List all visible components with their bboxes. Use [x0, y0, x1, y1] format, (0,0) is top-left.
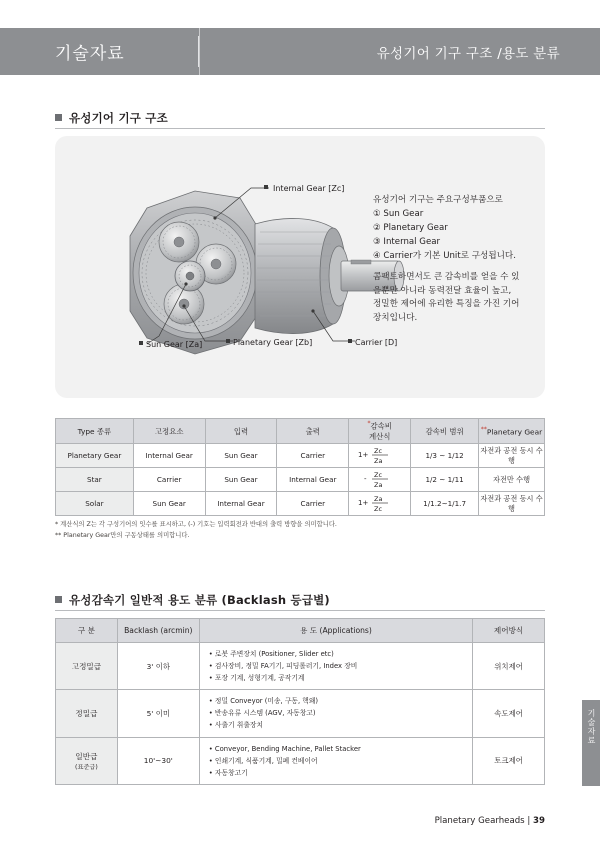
- svg-text:Zc: Zc: [373, 505, 382, 513]
- cell-formula: [349, 444, 411, 468]
- cell-applications: [199, 643, 472, 690]
- cell-backlash: 10'~30': [117, 737, 199, 784]
- header-title: 기술자료: [55, 44, 125, 64]
- footer-page-number: 39: [533, 816, 545, 826]
- app-line: • 로봇 주변장치 (Positioner, Slider etc): [208, 650, 334, 658]
- table-header-row: [56, 619, 545, 643]
- cell-control: 토크제어: [473, 737, 545, 784]
- header-divider: [198, 36, 199, 67]
- th-category: 구 분: [56, 619, 118, 643]
- cell-control: 위치제어: [473, 643, 545, 690]
- header-subtitle: 유성기어 기구 구조 /용도 분류: [376, 45, 560, 62]
- th-type: Type 종류: [56, 419, 134, 444]
- app-line: • Conveyor, Bending Machine, Pallet Stacker: [208, 744, 361, 753]
- cell-applications: [199, 690, 472, 737]
- app-line: • 포장 기계, 성형기계, 공작기계: [208, 674, 305, 683]
- cell-range: 1/3 ~ 1/12: [411, 444, 479, 468]
- section-title-structure-label: 유성기어 기구 구조: [69, 110, 168, 125]
- svg-text:-: -: [363, 475, 367, 483]
- figure-panel: [55, 136, 545, 398]
- app-line: • 검사장비, 정밀 FA기기, 피딩롤러기, Index 장비: [208, 662, 358, 671]
- side-tab: [582, 700, 600, 786]
- svg-text:Za: Za: [373, 495, 383, 503]
- label-carrier: Carrier [D]: [355, 338, 398, 347]
- cell-input: Sun Gear: [205, 468, 277, 492]
- section-title-backlash: [55, 589, 545, 611]
- figure-desc-line-7: 정밀한 제어에 유리한 특징을 가진 기어: [373, 299, 520, 310]
- cell-type: Star: [56, 468, 134, 492]
- figure-desc-line-1: ① Sun Gear: [373, 208, 424, 219]
- cell-category: [56, 737, 118, 784]
- app-line: • 반송유류 시스템 (AGV, 자동창고): [208, 709, 316, 718]
- bullet-square-icon: [55, 596, 62, 603]
- figure-desc-line-0: 유성기어 기구는 주요구성부품으로: [373, 195, 503, 205]
- formula-graphic-1: [352, 444, 408, 465]
- cell-category-main: 일반급: [75, 751, 98, 761]
- figure-desc-line-4: ④ Carrier가 기본 Unit로 구성됩니다.: [373, 250, 516, 261]
- cell-type: Solar: [56, 492, 134, 516]
- cell-range: 1/1.2~1/1.7: [411, 492, 479, 516]
- cell-category-sub: (표준급): [75, 763, 98, 771]
- svg-text:Zc: Zc: [373, 447, 382, 455]
- page-footer: [0, 816, 600, 826]
- svg-text:Zc: Zc: [373, 471, 382, 479]
- svg-text:1+: 1+: [357, 499, 368, 507]
- cell-control: 속도제어: [473, 690, 545, 737]
- footer-text: Planetary Gearheads: [434, 816, 525, 826]
- figure-desc-line-2: ② Planetary Gear: [373, 222, 448, 233]
- app-line: • 자동창고기: [208, 768, 248, 777]
- figure-desc-gap: [373, 264, 523, 271]
- cell-output: Carrier: [277, 444, 349, 468]
- app-line: • 정밀 Conveyor (미송, 구동, 핵왜): [208, 697, 319, 706]
- cell-output: Carrier: [277, 492, 349, 516]
- svg-text:Za: Za: [373, 481, 383, 489]
- app-line: • 인쇄기계, 식품기계, 밀폐 컨베이어: [208, 756, 318, 765]
- table-row: [56, 690, 545, 737]
- backlash-application-table: [55, 618, 545, 785]
- table-row: [56, 492, 545, 516]
- cell-category: 정밀급: [56, 690, 118, 737]
- table-row: [56, 643, 545, 690]
- cell-range: 1/2 ~ 1/11: [411, 468, 479, 492]
- cell-fixed: Sun Gear: [133, 492, 205, 516]
- figure-desc-line-6: 을뿐만 아니라 동력전달 효율이 높고,: [373, 285, 512, 296]
- cell-backlash: 5' 이미: [117, 690, 199, 737]
- th-ratio-formula: *감속비 계산식: [349, 419, 411, 444]
- figure-desc-line-8: 장치입니다.: [373, 313, 418, 324]
- th-applications: 용 도 (Applications): [199, 619, 472, 643]
- svg-text:Za: Za: [373, 457, 383, 465]
- formula-graphic-3: [352, 492, 408, 513]
- table-row: [56, 737, 545, 784]
- cell-applications: [199, 737, 472, 784]
- cell-planetary: 자전과 공전 동시 수행: [479, 492, 545, 516]
- table1-notes: [55, 519, 545, 541]
- cell-input: Internal Gear: [205, 492, 277, 516]
- cell-backlash: 3' 이하: [117, 643, 199, 690]
- page-header: [0, 28, 600, 75]
- cell-category: 고정밀급: [56, 643, 118, 690]
- cell-formula: [349, 468, 411, 492]
- th-planetary-mark: **: [480, 425, 487, 433]
- side-tab-label: 기술자료: [587, 709, 596, 745]
- cell-planetary: 자전과 공전 동시 수행: [479, 444, 545, 468]
- table-row: [56, 444, 545, 468]
- app-line: • 사출기 취출장치: [208, 721, 264, 730]
- th-control: 제어방식: [473, 619, 545, 643]
- cell-input: Sun Gear: [205, 444, 277, 468]
- table-row: [56, 468, 545, 492]
- figure-desc-line-3: ③ Internal Gear: [373, 236, 441, 247]
- label-planetary-gear: Planetary Gear [Zb]: [233, 338, 313, 347]
- th-output: 출력: [277, 419, 349, 444]
- cell-fixed: Internal Gear: [133, 444, 205, 468]
- formula-graphic-2: [352, 468, 408, 489]
- cell-fixed: Carrier: [133, 468, 205, 492]
- table1-note-1: ** Planetary Gear만의 구동상태를 의미합니다.: [55, 532, 190, 540]
- label-sun-gear: Sun Gear [Za]: [146, 340, 203, 349]
- label-internal-gear: Internal Gear [Zc]: [273, 184, 345, 193]
- section-title-backlash-label: 유성감속기 일반적 용도 분류 (Backlash 등급별): [69, 592, 330, 607]
- th-input: 입력: [205, 419, 277, 444]
- th-ratio-mark: *: [367, 419, 371, 427]
- th-fixed: 고정요소: [133, 419, 205, 444]
- th-planetary: **Planetary Gear: [479, 419, 545, 444]
- svg-text:1+: 1+: [357, 451, 368, 459]
- cell-output: Internal Gear: [277, 468, 349, 492]
- cell-planetary: 자전만 수행: [479, 468, 545, 492]
- header-left: [0, 28, 200, 75]
- bullet-square-icon: [55, 114, 62, 121]
- footer-separator: |: [527, 816, 531, 826]
- figure-desc-line-5: 콤팩트하면서도 큰 감속비를 얻을 수 있: [373, 271, 520, 282]
- section-title-structure: [55, 107, 545, 129]
- th-ratio-range: 감속비 범위: [411, 419, 479, 444]
- table-header-row: [56, 419, 545, 444]
- table1-note-0: * 계산식의 Z는 각 구성기어의 잇수를 표시하고, (-) 기호는 입력회전과 반대의 출력 방향을 의미합니다.: [55, 521, 337, 528]
- th-backlash: Backlash (arcmin): [117, 619, 199, 643]
- gear-type-table: [55, 418, 545, 516]
- cell-formula: [349, 492, 411, 516]
- figure-description: [373, 194, 523, 326]
- header-right: [200, 28, 600, 75]
- cell-type: Planetary Gear: [56, 444, 134, 468]
